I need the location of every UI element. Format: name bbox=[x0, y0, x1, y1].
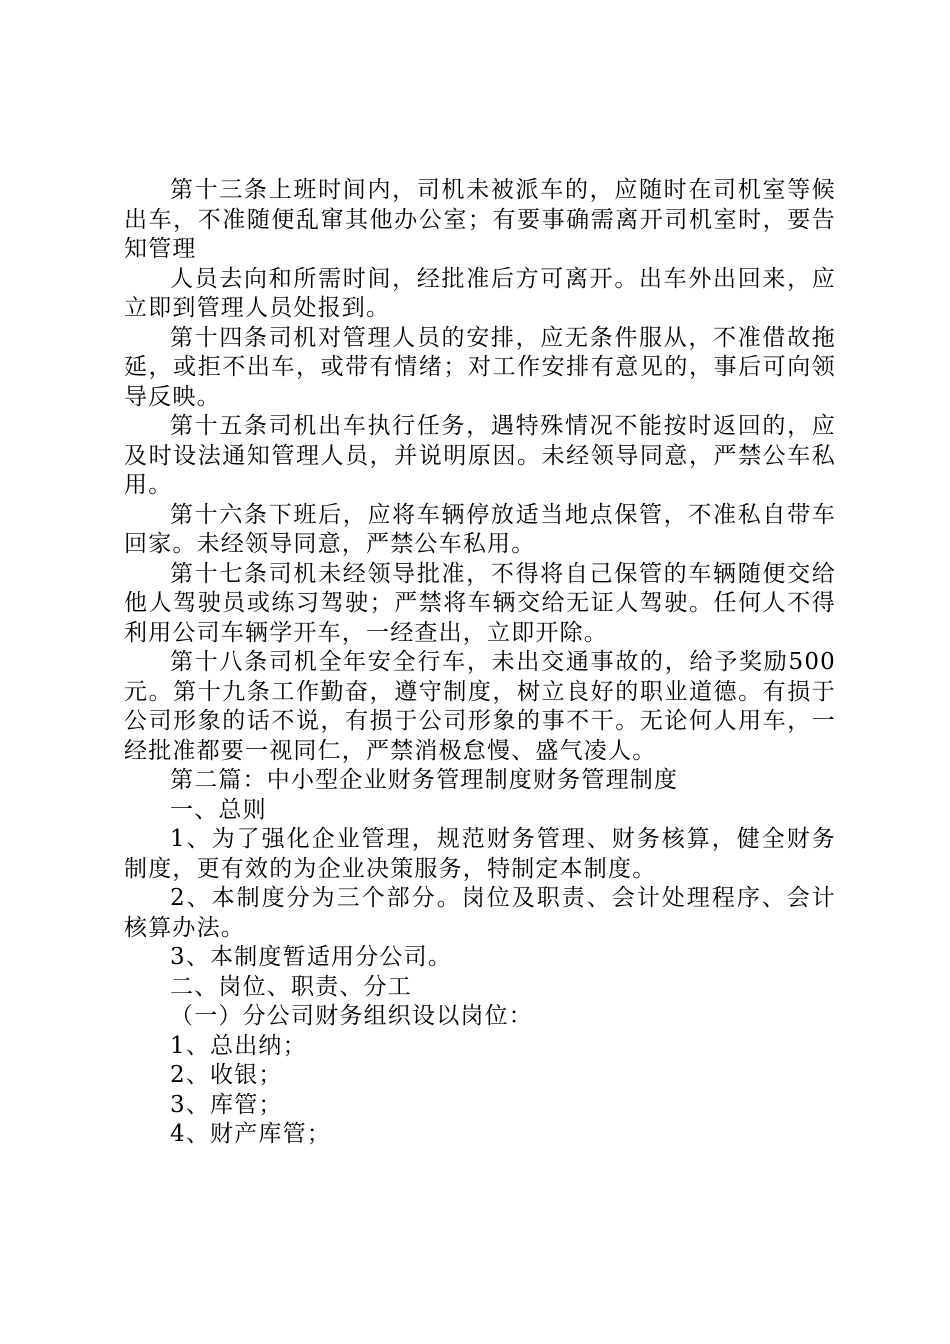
paragraph-article-13-cont: 人员去向和所需时间，经批准后方可离开。出车外出回来，应立即到管理人员处报到。 bbox=[124, 265, 836, 321]
position-item-3: 3、库管； bbox=[170, 1091, 283, 1118]
section-heading-part-two: 第二篇：中小型企业财务管理制度财务管理制度 bbox=[170, 767, 679, 793]
paragraph-article-15: 第十五条司机出车执行任务，遇特殊情况不能按时返回的，应及时设法通知管理人员，并说明原因。未经领导同意，严禁公车私用。 bbox=[124, 413, 836, 498]
heading-positions-duties: 二、岗位、职责、分工 bbox=[170, 973, 412, 1000]
subheading-positions: （一）分公司财务组织设以岗位： bbox=[170, 1003, 533, 1029]
list-item-2: 2、本制度分为三个部分。岗位及职责、会计处理程序、会计核算办法。 bbox=[124, 885, 836, 941]
position-item-2: 2、收银； bbox=[170, 1062, 283, 1088]
paragraph-article-14: 第十四条司机对管理人员的安排，应无条件服从，不准借故拖延，或拒不出车，或带有情绪；对工作安排有意见的，事后可向领导反映。 bbox=[124, 324, 836, 410]
paragraph-article-17: 第十七条司机未经领导批准，不得将自己保管的车辆随便交给他人驾驶员或练习驾驶；严禁将车辆交给无证人驾驶。任何人不得利用公司车辆学开车，一经查出，立即开除。 bbox=[124, 560, 836, 646]
position-item-1: 1、总出纳； bbox=[170, 1032, 307, 1059]
paragraph-article-16: 第十六条下班后，应将车辆停放适当地点保管，不准私自带车回家。未经领导同意，严禁公车私用。 bbox=[124, 501, 836, 557]
paragraph-article-18-19: 第十八条司机全年安全行车，未出交通事故的，给予奖励500元。第十九条工作勤奋，遵守制度，树立良好的职业道德。有损于公司形象的话不说，有损于公司形象的事不干。无论何人用车，一经批准都要一视同仁，严禁消极怠慢、盛气凌人。 bbox=[124, 649, 836, 764]
paragraph-article-13: 第十三条上班时间内，司机未被派车的，应随时在司机室等候出车，不准随便乱窜其他办公室；有要事确需离开司机室时，要告知管理 bbox=[124, 177, 836, 262]
list-item-1: 1、为了强化企业管理，规范财务管理、财务核算，健全财务制度，更有效的为企业决策服务，特制定本制度。 bbox=[124, 826, 836, 882]
list-item-3: 3、本制度暂适用分公司。 bbox=[170, 944, 453, 970]
document-body bbox=[124, 176, 836, 1150]
position-item-4: 4、财产库管； bbox=[170, 1121, 332, 1147]
heading-general-provisions: 一、总则 bbox=[170, 796, 267, 823]
